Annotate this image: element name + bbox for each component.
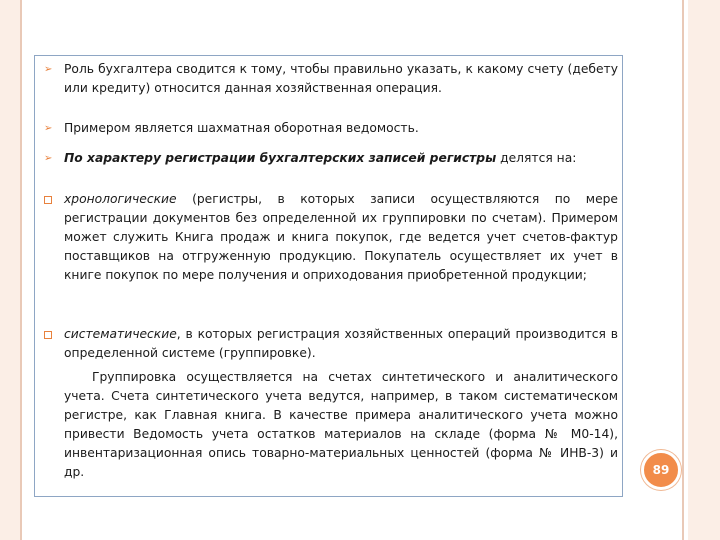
bullet-4-term: хронологические [64,192,177,206]
bullet-paragraph-5 [64,325,618,363]
page-number-badge: 89 [641,450,681,490]
bullet-1-text: Роль бухгалтера сводится к тому, чтобы правильно указать, к какому счету (дебету или кредиту) относится данная хозяйственная операция. [64,62,618,95]
right-rail-divider [682,0,684,540]
left-rail-divider [20,0,22,540]
bullet-paragraph-1 [64,60,618,98]
arrow-bullet-icon: ➢ [44,123,53,134]
bullet-4-text: (регистры, в которых записи осуществляются по мере регистрации документов без определенной их группировки по счетам). Примером может служить Книга продаж и книга покупок, где ведется учет счетов-фактур поставщиков на отгруженную продукцию. Покупатель осуществляет их учет в книге покупок по мере получения и оприходования приобретенной продукции; [64,192,618,282]
left-decorative-rail [0,0,20,540]
bullet-paragraph-4 [64,190,618,285]
arrow-bullet-icon: ➢ [44,153,53,164]
closing-paragraph: Группировка осуществляется на счетах синтетического и аналитического учета. Счета синтетического учета ведутся, например, в таком систематическом регистре, как Главная книга. В качестве примера аналитического учета можно привести Ведомость учета остатков материалов на складе (форма № М0-14), инвентаризационная опись товарно-материальных ценностей (форма № ИНВ-3) и др. [64,370,618,479]
bullet-3-emphasis: По характеру регистрации бухгалтерских записей регистры [64,151,497,165]
square-bullet-icon [44,196,52,204]
arrow-bullet-icon: ➢ [44,64,53,75]
bullet-paragraph-2 [64,119,618,138]
bullet-3-text: делятся на: [496,151,577,165]
bullet-paragraph-3 [64,149,618,168]
slide-content-frame [34,55,623,497]
bullet-2-text: Примером является шахматная оборотная ведомость. [64,121,419,135]
right-decorative-rail [688,0,720,540]
bullet-5-term: систематические [64,327,177,341]
bullet-5-text: , в которых регистрация хозяйственных операций производится в определенной системе (группировке). [64,327,618,360]
square-bullet-icon [44,331,52,339]
